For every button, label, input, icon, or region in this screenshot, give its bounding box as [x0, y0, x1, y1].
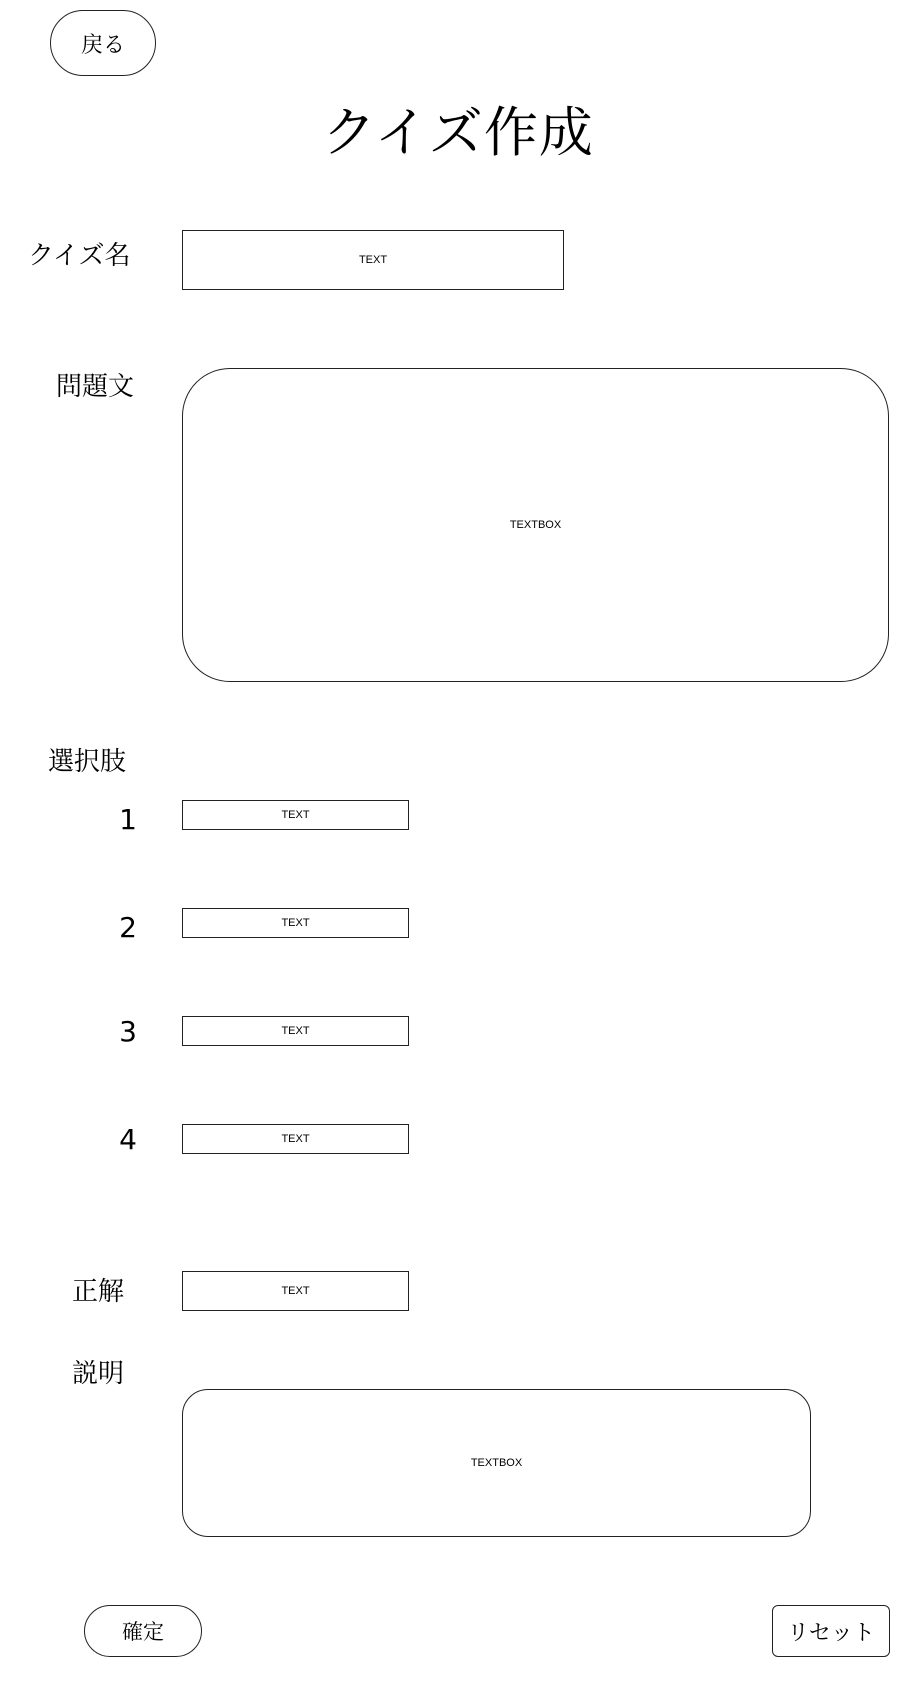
- choice-3-number: 3: [119, 1015, 137, 1048]
- choice-2-input[interactable]: TEXT: [182, 908, 409, 938]
- explanation-textbox[interactable]: TEXTBOX: [182, 1389, 811, 1537]
- choice-2-number: 2: [119, 911, 137, 944]
- page-title: クイズ作成: [322, 101, 594, 164]
- choice-1-number: 1: [119, 803, 137, 836]
- back-button[interactable]: 戻る: [50, 10, 156, 76]
- quiz-name-label: クイズ名: [28, 241, 131, 271]
- choice-4-number: 4: [119, 1123, 137, 1156]
- choices-label: 選択肢: [48, 747, 127, 777]
- question-label: 問題文: [56, 372, 135, 402]
- reset-button[interactable]: リセット: [772, 1605, 890, 1657]
- confirm-button[interactable]: 確定: [84, 1605, 202, 1657]
- choice-4-input[interactable]: TEXT: [182, 1124, 409, 1154]
- choice-1-input[interactable]: TEXT: [182, 800, 409, 830]
- question-textbox[interactable]: TEXTBOX: [182, 368, 889, 682]
- quiz-name-input[interactable]: TEXT: [182, 230, 564, 290]
- answer-label: 正解: [72, 1277, 125, 1307]
- answer-input[interactable]: TEXT: [182, 1271, 409, 1311]
- explanation-label: 説明: [72, 1359, 125, 1389]
- choice-3-input[interactable]: TEXT: [182, 1016, 409, 1046]
